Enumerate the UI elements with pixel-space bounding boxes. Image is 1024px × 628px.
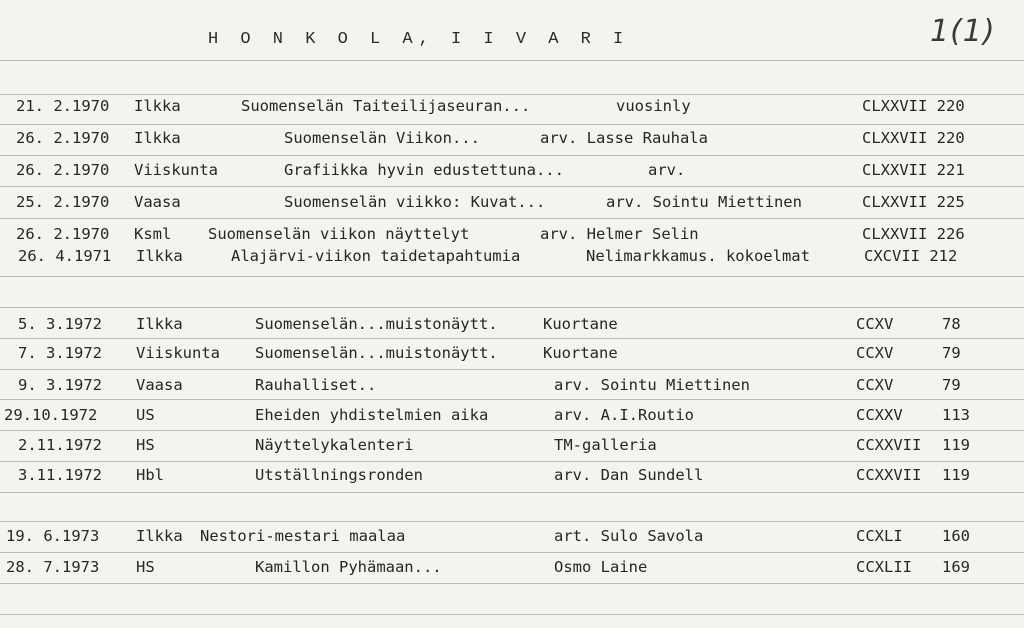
entry-page: 160 xyxy=(942,527,970,545)
entry-ref: CLXXVII 220 xyxy=(862,129,965,147)
rule-line xyxy=(0,369,1024,370)
entry-date: 25. 2.1970 xyxy=(16,193,110,211)
entry-page: 119 xyxy=(942,466,970,484)
entry-title: Näyttelykalenteri xyxy=(255,436,414,454)
entry-ref: CCXLII xyxy=(856,558,912,576)
entry-date: 26. 4.1971 xyxy=(18,247,112,265)
entry-page: 113 xyxy=(942,406,970,424)
entry-date: 5. 3.1972 xyxy=(18,315,102,333)
entry-ref: CLXXVII 226 xyxy=(862,225,965,243)
rule-line xyxy=(0,492,1024,493)
rule-line xyxy=(0,430,1024,431)
entry-note: Osmo Laine xyxy=(554,558,648,576)
rule-line xyxy=(0,521,1024,522)
entry-ref: CLXXVII 225 xyxy=(862,193,965,211)
card-title: H O N K O L A, I I V A R I xyxy=(208,30,630,49)
entry-title: Nestori-mestari maalaa xyxy=(200,527,406,545)
entry-date: 3.11.1972 xyxy=(18,466,102,484)
entry-row xyxy=(0,404,1024,428)
entry-note: arv. Sointu Miettinen xyxy=(554,376,750,394)
entry-row xyxy=(0,313,1024,337)
rule-line xyxy=(0,307,1024,308)
entry-source: Ilkka xyxy=(136,527,183,545)
entry-note: arv. A.I.Routio xyxy=(554,406,694,424)
entry-title: Rauhalliset.. xyxy=(255,376,377,394)
entry-date: 9. 3.1972 xyxy=(18,376,102,394)
entry-source: Viiskunta xyxy=(136,344,220,362)
entry-source: Vaasa xyxy=(134,193,181,211)
entry-ref: CCXV xyxy=(856,376,894,394)
entry-note: TM-galleria xyxy=(554,436,657,454)
entry-ref: CCXV xyxy=(856,344,894,362)
entry-note: Nelimarkkamus. kokoelmat xyxy=(586,247,810,265)
entry-ref: CCXV xyxy=(856,315,894,333)
entry-date: 7. 3.1972 xyxy=(18,344,102,362)
entry-source: HS xyxy=(136,436,155,454)
entry-row xyxy=(0,556,1024,580)
entry-date: 26. 2.1970 xyxy=(16,161,110,179)
entry-row xyxy=(0,127,1024,151)
entry-title: Suomenselän viikon näyttelyt xyxy=(208,225,470,243)
rule-line xyxy=(0,338,1024,339)
entry-note: vuosinly xyxy=(616,97,691,115)
entry-source: Ilkka xyxy=(136,247,183,265)
entry-title: Suomenselän viikko: Kuvat... xyxy=(284,193,546,211)
entry-source: Ilkka xyxy=(134,129,181,147)
entry-source: Ilkka xyxy=(136,315,183,333)
entry-row xyxy=(0,434,1024,458)
entry-note: arv. Dan Sundell xyxy=(554,466,704,484)
entry-page: 169 xyxy=(942,558,970,576)
rule-line xyxy=(0,155,1024,156)
rule-line xyxy=(0,186,1024,187)
entry-title: Utställningsronden xyxy=(255,466,423,484)
entry-note: Kuortane xyxy=(543,315,618,333)
entry-note: Kuortane xyxy=(543,344,618,362)
entry-source: Vaasa xyxy=(136,376,183,394)
entry-date: 19. 6.1973 xyxy=(6,527,100,545)
entry-note: art. Sulo Savola xyxy=(554,527,704,545)
entry-title: Eheiden yhdistelmien aika xyxy=(255,406,489,424)
entry-title: Suomenselän Viikon... xyxy=(284,129,480,147)
entry-title: Grafiikka hyvin edustettuna... xyxy=(284,161,564,179)
entry-ref: CCXXVII xyxy=(856,436,922,454)
entry-ref: CLXXVII 220 xyxy=(862,97,965,115)
entry-note: arv. Sointu Miettinen xyxy=(606,193,802,211)
rule-line xyxy=(0,218,1024,219)
entry-ref: CCXXVII xyxy=(856,466,922,484)
entry-row xyxy=(0,374,1024,398)
entry-ref: CXCVII 212 xyxy=(864,247,958,265)
rule-line xyxy=(0,552,1024,553)
entry-date: 29.10.1972 xyxy=(4,406,98,424)
entry-row xyxy=(0,95,1024,119)
entry-page: 79 xyxy=(942,344,961,362)
entry-source: Viiskunta xyxy=(134,161,218,179)
entry-page: 78 xyxy=(942,315,961,333)
entry-note: arv. xyxy=(648,161,686,179)
entry-row xyxy=(0,525,1024,549)
entry-source: US xyxy=(136,406,155,424)
entry-source: Hbl xyxy=(136,466,164,484)
entry-date: 2.11.1972 xyxy=(18,436,102,454)
card-number-handwritten: 1(1) xyxy=(930,14,996,49)
entry-title: Kamillon Pyhämaan... xyxy=(255,558,442,576)
entry-page: 119 xyxy=(942,436,970,454)
rule-line xyxy=(0,461,1024,462)
entry-date: 26. 2.1970 xyxy=(16,129,110,147)
entry-date: 26. 2.1970 xyxy=(16,225,110,243)
entry-ref: CCXLI xyxy=(856,527,903,545)
entry-source: Ilkka xyxy=(134,97,181,115)
rule-line xyxy=(0,614,1024,615)
entry-note: arv. Helmer Selin xyxy=(540,225,699,243)
entry-date: 28. 7.1973 xyxy=(6,558,100,576)
rule-line xyxy=(0,124,1024,125)
entry-row xyxy=(0,191,1024,215)
entry-page: 79 xyxy=(942,376,961,394)
entry-ref: CCXXV xyxy=(856,406,903,424)
entry-ref: CLXXVII 221 xyxy=(862,161,965,179)
entry-row xyxy=(0,223,1024,247)
rule-line xyxy=(0,60,1024,61)
rule-line xyxy=(0,583,1024,584)
entry-row xyxy=(0,245,1024,269)
entry-title: Alajärvi-viikon taidetapahtumia xyxy=(231,247,521,265)
entry-source: Ksml xyxy=(134,225,172,243)
entry-row xyxy=(0,342,1024,366)
entry-title: Suomenselän...muistonäytt. xyxy=(255,344,498,362)
entry-title: Suomenselän...muistonäytt. xyxy=(255,315,498,333)
entry-row xyxy=(0,159,1024,183)
entry-row xyxy=(0,464,1024,488)
rule-line xyxy=(0,399,1024,400)
entry-note: arv. Lasse Rauhala xyxy=(540,129,708,147)
entry-title: Suomenselän Taiteilijaseuran... xyxy=(241,97,531,115)
entry-date: 21. 2.1970 xyxy=(16,97,110,115)
rule-line xyxy=(0,276,1024,277)
entry-source: HS xyxy=(136,558,155,576)
